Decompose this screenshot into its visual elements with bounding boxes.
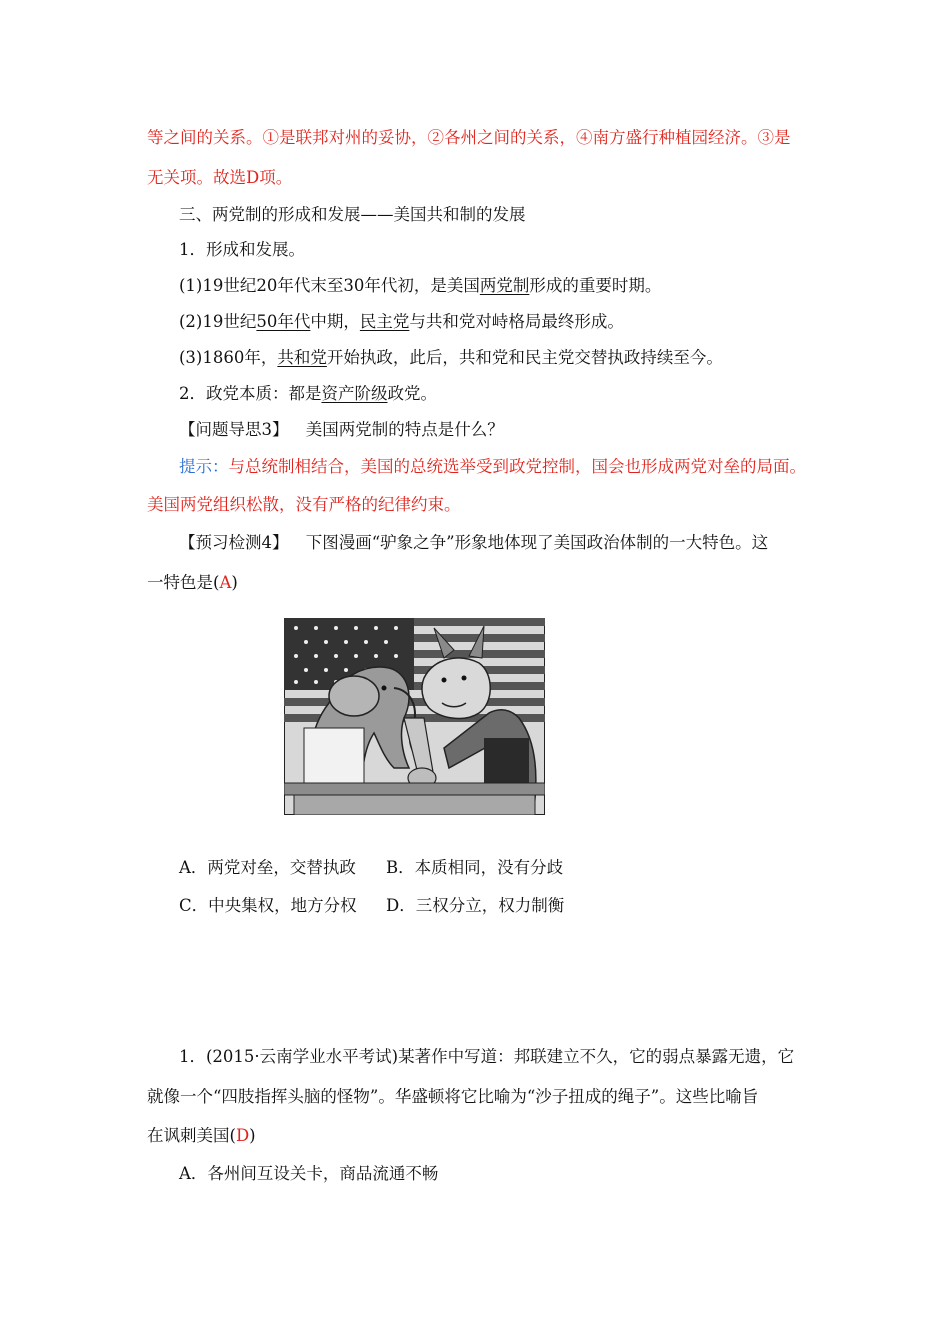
cartoon-donkey-elephant-image bbox=[284, 618, 545, 815]
keyword-bourgeois: 资产阶级 bbox=[321, 384, 388, 403]
exercise1-line3 bbox=[147, 1125, 256, 1147]
keyword-50s: 50年代 bbox=[256, 312, 311, 331]
text: (2)19世纪 bbox=[179, 312, 257, 331]
text: 一特色是( bbox=[147, 573, 220, 592]
exercise1-line2: 就像一个“四肢指挥头脑的怪物”。华盛顿将它比喻为“沙子扭成的绳子”。这些比喻旨 bbox=[147, 1087, 759, 1106]
hint-label: 提示： bbox=[179, 457, 229, 476]
check-answer: A bbox=[219, 573, 232, 592]
check-label: 【预习检测4】 bbox=[179, 533, 289, 552]
table bbox=[284, 783, 545, 815]
paragraph-formation: 1．形成和发展。 bbox=[179, 240, 305, 259]
question-guide-3 bbox=[179, 419, 504, 441]
text: (3)1860年， bbox=[179, 348, 278, 367]
hint-line2: 美国两党组织松散，没有严格的纪律约束。 bbox=[147, 495, 461, 514]
keyword-two-party: 两党制 bbox=[479, 276, 530, 295]
keyword-democratic-party: 民主党 bbox=[359, 312, 410, 331]
question-label: 【问题导思3】 bbox=[179, 420, 289, 439]
text: 中期， bbox=[310, 312, 360, 331]
keyword-republican-party: 共和党 bbox=[277, 348, 327, 367]
text: 在讽刺美国( bbox=[147, 1126, 236, 1145]
option-b: B．本质相同，没有分歧 bbox=[386, 858, 564, 877]
text: (1)19世纪20年代末至30年代初，是美国 bbox=[179, 276, 480, 295]
text: 形成的重要时期。 bbox=[529, 276, 662, 295]
preview-check-4 bbox=[179, 532, 768, 554]
paragraph-party-nature bbox=[179, 383, 437, 405]
exercise1-answer: D bbox=[235, 1126, 250, 1145]
paragraph-formation-2 bbox=[179, 311, 624, 333]
section-heading: 三、两党制的形成和发展——美国共和制的发展 bbox=[179, 205, 526, 224]
option-c: C．中央集权，地方分权 bbox=[179, 896, 357, 915]
exercise1-option-a: A．各州间互设关卡，商品流通不畅 bbox=[179, 1164, 439, 1183]
text: 政党。 bbox=[387, 384, 437, 403]
paragraph-formation-1 bbox=[179, 275, 661, 297]
intro-answer-line2: 无关项。故选D项。 bbox=[147, 168, 293, 187]
hint-text: 与总统制相结合，美国的总统选举受到政党控制，国会也形成两党对垒的局面。 bbox=[228, 457, 806, 476]
check-line2 bbox=[147, 572, 238, 594]
text: 与共和党对峙格局最终形成。 bbox=[409, 312, 624, 331]
paragraph-formation-3 bbox=[179, 347, 723, 369]
text: ) bbox=[231, 573, 238, 592]
question-text: 美国两党制的特点是什么？ bbox=[305, 420, 504, 439]
text: ) bbox=[249, 1126, 256, 1145]
hint-line1 bbox=[179, 456, 806, 478]
intro-answer-line1: 等之间的关系。①是联邦对州的妥协，②各州之间的关系，④南方盛行种植园经济。③是 bbox=[147, 128, 791, 147]
option-d: D．三权分立，权力制衡 bbox=[386, 896, 565, 915]
exercise1-line1: 1．(2015·云南学业水平考试)某著作中写道：邦联建立不久，它的弱点暴露无遗，它 bbox=[179, 1047, 795, 1066]
check-text: 下图漫画“驴象之争”形象地体现了美国政治体制的一大特色。这 bbox=[305, 533, 769, 552]
text: 开始执政，此后，共和党和民主党交替执政持续至今。 bbox=[326, 348, 723, 367]
text: 2．政党本质：都是 bbox=[179, 384, 322, 403]
option-a: A．两党对垒，交替执政 bbox=[179, 858, 356, 877]
